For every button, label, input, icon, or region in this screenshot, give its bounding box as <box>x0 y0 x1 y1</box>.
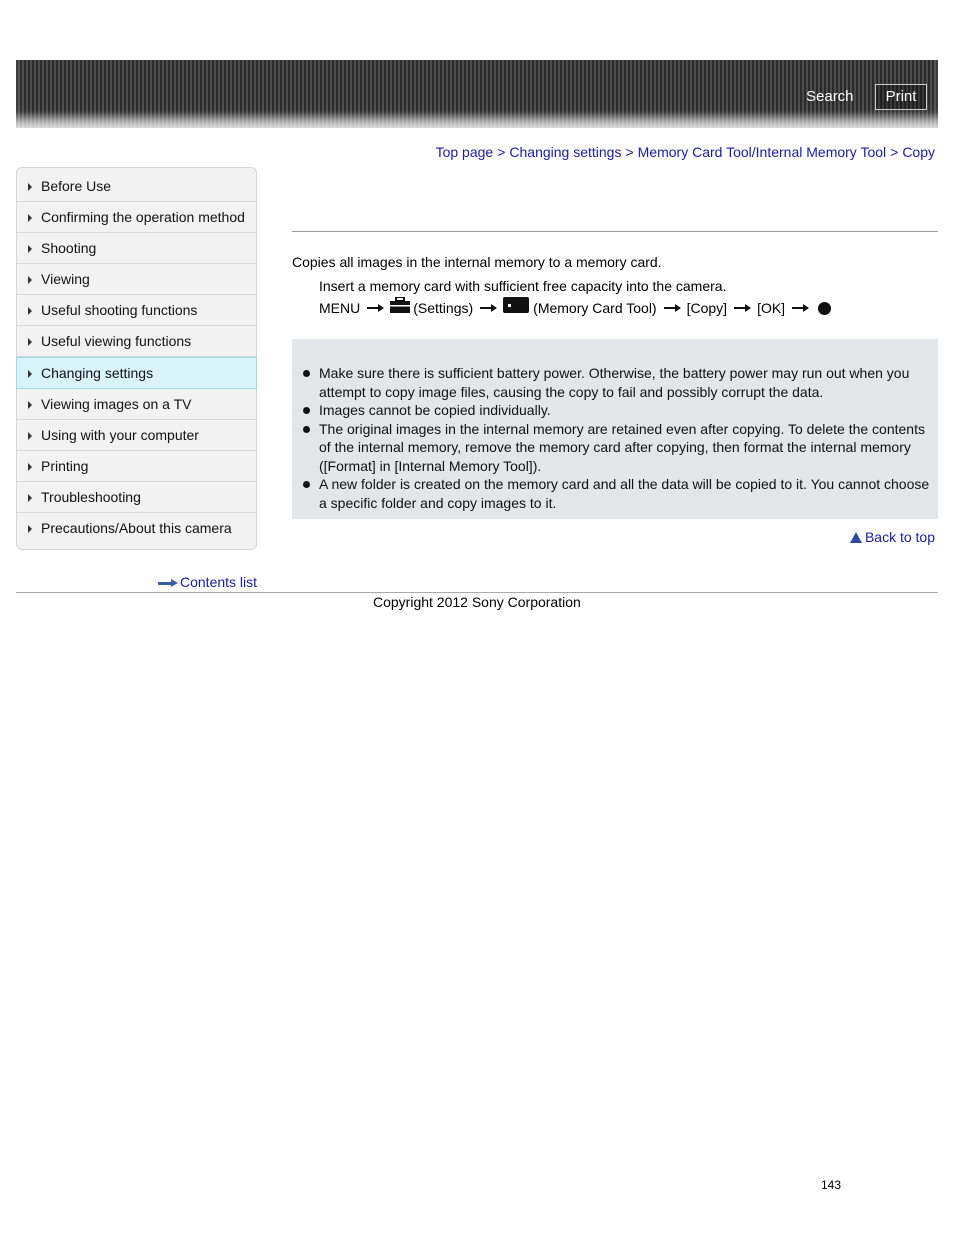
search-link[interactable]: Search <box>806 88 854 105</box>
sidebar-nav <box>16 167 257 550</box>
center-button-icon <box>818 302 831 315</box>
breadcrumb <box>436 144 935 160</box>
notes-box <box>292 339 938 519</box>
ok-label: [OK] <box>757 300 786 316</box>
bullet-icon <box>303 481 310 488</box>
sidebar-item-label: Precautions/About this camera <box>41 520 232 536</box>
menu-label: MENU <box>319 300 361 316</box>
chevron-right-icon <box>28 307 32 315</box>
breadcrumb-top-page[interactable]: Top page <box>435 144 494 160</box>
step-insert-card: Insert a memory card with sufficient free capacity into the camera. <box>319 278 727 294</box>
breadcrumb-memory-card-tool[interactable]: Memory Card Tool/Internal Memory Tool <box>637 144 887 160</box>
chevron-right-icon <box>28 183 32 191</box>
contents-list-link[interactable] <box>158 574 257 590</box>
arrow-right-icon <box>664 304 680 312</box>
bullet-icon <box>303 370 310 377</box>
sidebar-item-label: Viewing images on a TV <box>41 396 192 412</box>
note-text: Make sure there is sufficient battery power. Otherwise, the battery power may run out when you attempt to copy image files, causing the copy to fail and possibly corrupt the data. <box>319 365 910 400</box>
memory-card-tool-label: (Memory Card Tool) <box>533 300 657 316</box>
sidebar-item-label: Viewing <box>41 271 90 287</box>
sidebar-item-viewing-on-tv[interactable] <box>17 389 256 420</box>
note-item <box>319 401 936 420</box>
arrow-right-icon <box>158 580 178 586</box>
note-text: Images cannot be copied individually. <box>319 402 551 418</box>
note-text: The original images in the internal memory are retained even after copying. To delete the contents of the internal memory, remove the memory card after copying, then format the internal memory ([Format] in [Internal Memory Tool]). <box>319 420 925 474</box>
sidebar-item-label: Before Use <box>41 178 112 194</box>
breadcrumb-separator: > <box>497 144 506 160</box>
triangle-up-icon <box>850 532 862 543</box>
chevron-right-icon <box>28 338 32 346</box>
sidebar-item-label: Useful shooting functions <box>41 302 198 318</box>
sidebar-item-shooting[interactable] <box>17 233 256 264</box>
header-bar <box>16 60 938 128</box>
chevron-right-icon <box>28 463 32 471</box>
sidebar-item-label: Shooting <box>41 240 97 256</box>
sidebar-item-label: Confirming the operation method <box>41 209 245 225</box>
arrow-right-icon <box>367 304 383 312</box>
copyright-text: Copyright 2012 Sony Corporation <box>373 594 581 610</box>
sidebar-item-before-use[interactable] <box>17 171 256 202</box>
chevron-right-icon <box>28 401 32 409</box>
chevron-right-icon <box>28 245 32 253</box>
breadcrumb-separator: > <box>625 144 634 160</box>
intro-text: Copies all images in the internal memory to a memory card. <box>292 254 662 270</box>
sidebar-item-useful-shooting[interactable] <box>17 295 256 326</box>
note-item <box>319 364 936 401</box>
back-to-top-label: Back to top <box>864 529 935 545</box>
chevron-right-icon <box>28 432 32 440</box>
sidebar-item-printing[interactable] <box>17 451 256 482</box>
chevron-right-icon <box>28 525 32 533</box>
footer-divider <box>16 592 938 593</box>
contents-list-label: Contents list <box>180 574 258 590</box>
note-item <box>319 475 936 512</box>
sidebar-item-changing-settings[interactable] <box>16 357 257 389</box>
step-menu-path <box>319 300 831 316</box>
breadcrumb-separator: > <box>890 144 899 160</box>
chevron-right-icon <box>28 276 32 284</box>
bullet-icon <box>303 426 310 433</box>
sidebar-item-label: Troubleshooting <box>41 489 141 505</box>
chevron-right-icon <box>28 370 32 378</box>
settings-toolbox-icon <box>390 297 410 313</box>
sidebar-item-confirming-operation[interactable] <box>17 202 256 233</box>
arrow-right-icon <box>792 304 808 312</box>
arrow-right-icon <box>734 304 750 312</box>
sidebar-item-viewing[interactable] <box>17 264 256 295</box>
copy-label: [Copy] <box>686 300 728 316</box>
print-button[interactable]: Print <box>875 84 927 110</box>
memory-card-icon <box>503 297 529 313</box>
sidebar-item-label: Printing <box>41 458 89 474</box>
bullet-icon <box>303 407 310 414</box>
sidebar-item-label: Changing settings <box>41 365 154 381</box>
title-divider <box>292 231 938 232</box>
note-text: A new folder is created on the memory card and all the data will be copied to it. You cannot choose a specific folder and copy images to it. <box>319 476 930 511</box>
note-item <box>319 420 936 476</box>
breadcrumb-copy[interactable]: Copy <box>902 144 935 160</box>
arrow-right-icon <box>480 304 496 312</box>
sidebar-item-troubleshooting[interactable] <box>17 482 256 513</box>
chevron-right-icon <box>28 214 32 222</box>
chevron-right-icon <box>28 494 32 502</box>
sidebar-item-useful-viewing[interactable] <box>17 326 256 357</box>
sidebar-item-precautions[interactable] <box>17 513 256 543</box>
sidebar-item-label: Using with your computer <box>41 427 199 443</box>
settings-label: (Settings) <box>413 300 474 316</box>
sidebar-item-using-computer[interactable] <box>17 420 256 451</box>
breadcrumb-changing-settings[interactable]: Changing settings <box>509 144 622 160</box>
page-number: 143 <box>821 1178 842 1192</box>
back-to-top-link[interactable] <box>850 529 935 545</box>
sidebar-item-label: Useful viewing functions <box>41 333 192 349</box>
